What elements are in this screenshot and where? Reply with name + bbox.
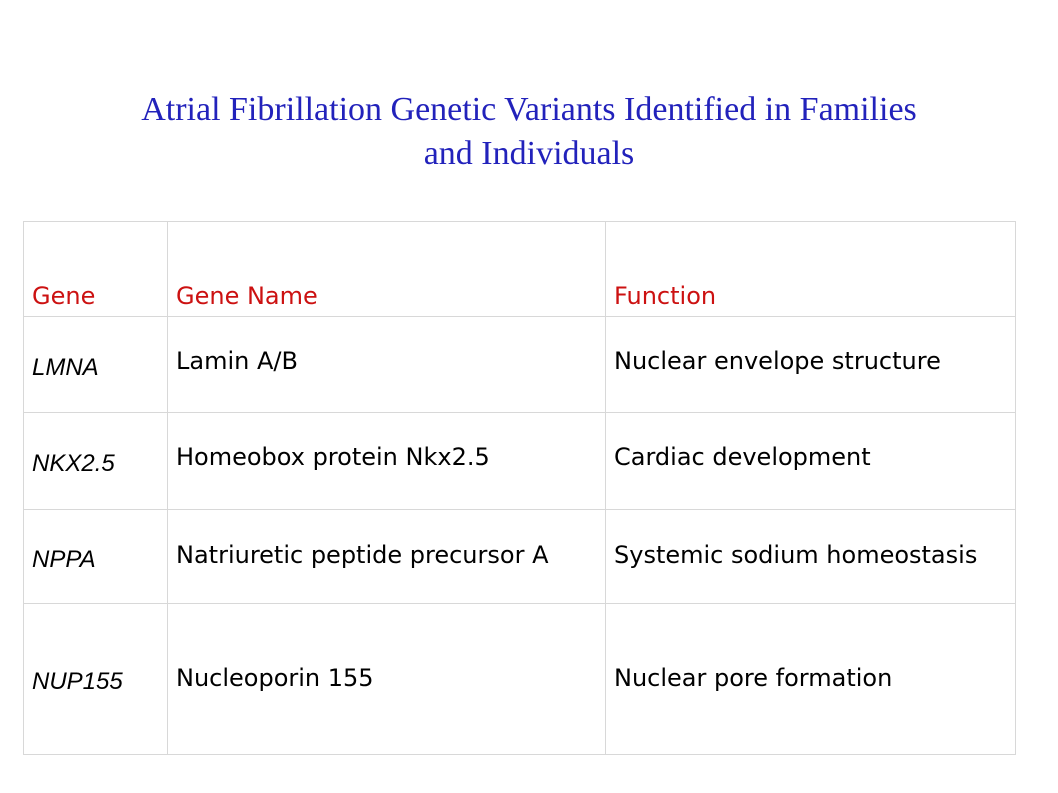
header-gene-name: Gene Name — [168, 222, 606, 317]
table-row — [24, 317, 1016, 413]
header-gene: Gene — [24, 222, 168, 317]
cell-gene: NKX2.5 — [24, 413, 168, 510]
cell-gene: LMNA — [24, 317, 168, 413]
cell-gene-name: Natriuretic peptide precursor A — [168, 510, 606, 604]
gene-variants-table — [23, 221, 1016, 755]
table-row — [24, 413, 1016, 510]
cell-function: Nuclear envelope structure — [606, 317, 1016, 413]
table-row — [24, 510, 1016, 604]
cell-gene: NUP155 — [24, 604, 168, 755]
cell-gene-name: Nucleoporin 155 — [168, 604, 606, 755]
slide-title-line-1: Atrial Fibrillation Genetic Variants Identified in Families — [141, 91, 917, 128]
cell-function: Systemic sodium homeostasis — [606, 510, 1016, 604]
slide-title — [0, 88, 1058, 176]
cell-function: Cardiac development — [606, 413, 1016, 510]
header-function: Function — [606, 222, 1016, 317]
cell-gene: NPPA — [24, 510, 168, 604]
cell-function: Nuclear pore formation — [606, 604, 1016, 755]
table-row — [24, 604, 1016, 755]
cell-gene-name: Homeobox protein Nkx2.5 — [168, 413, 606, 510]
cell-gene-name: Lamin A/B — [168, 317, 606, 413]
slide-title-line-2: and Individuals — [423, 135, 635, 172]
table-header-row — [24, 222, 1016, 317]
